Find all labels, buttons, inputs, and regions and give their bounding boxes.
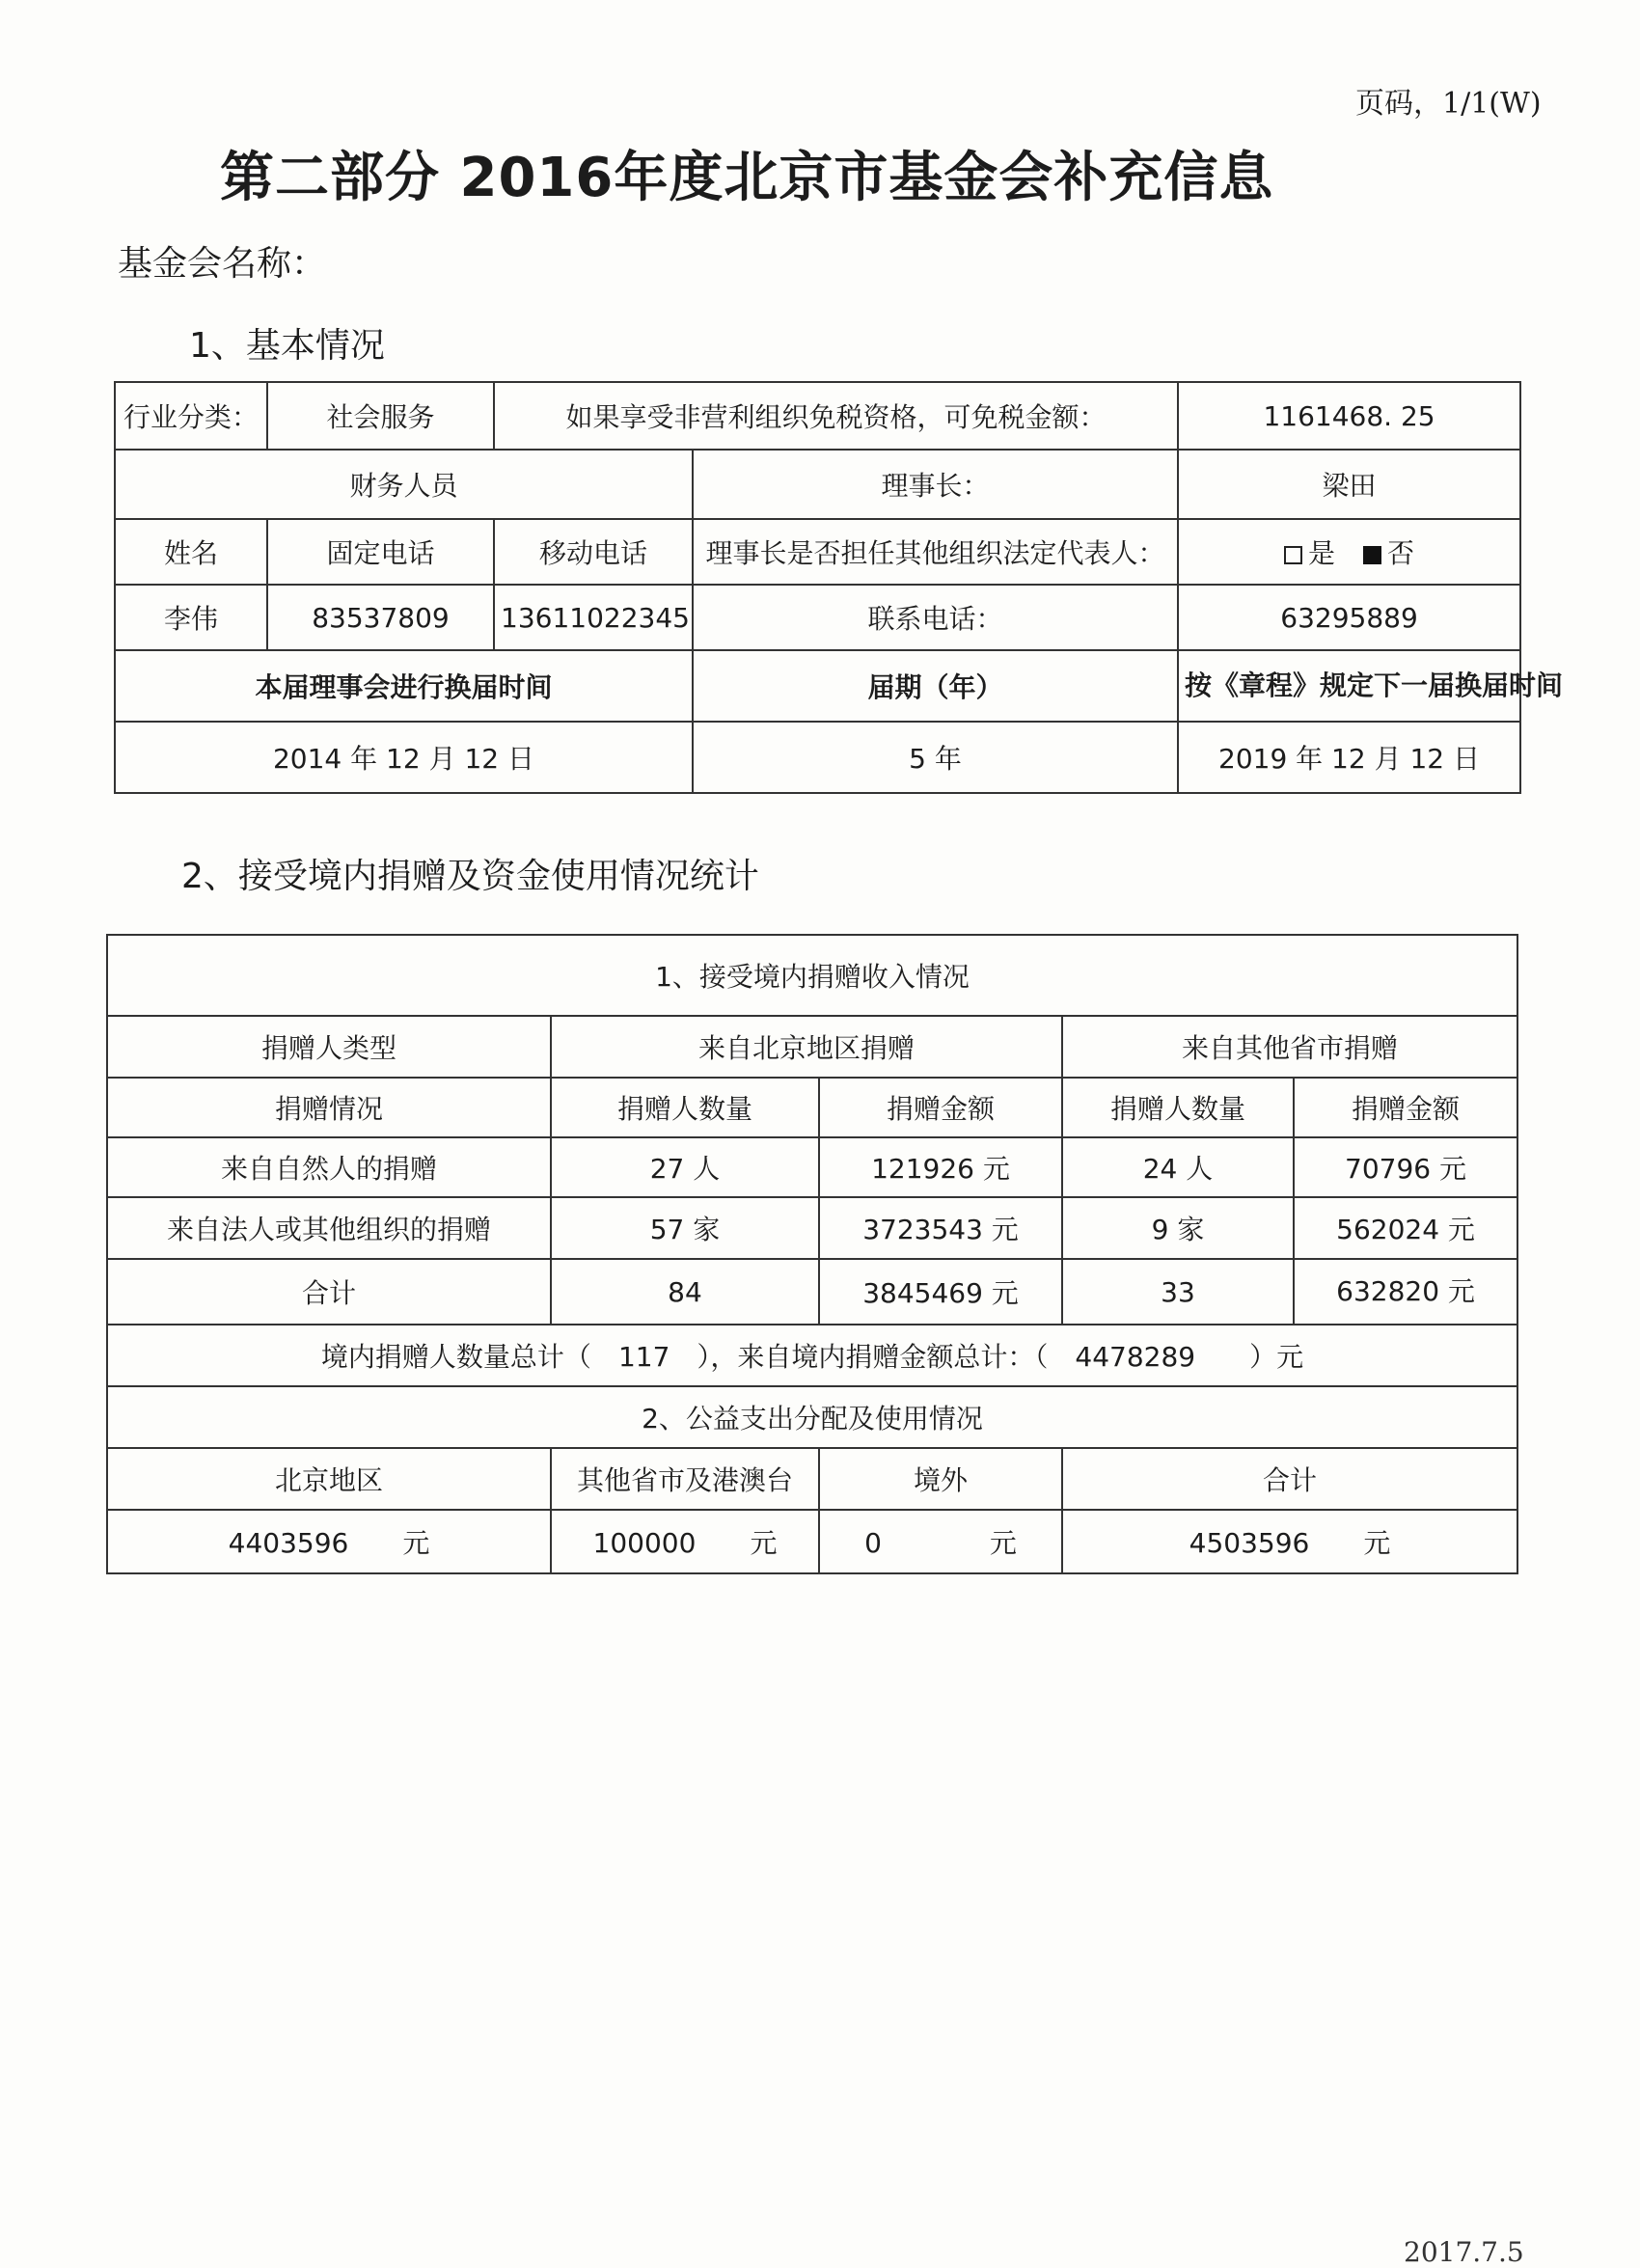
exp-beijing-value: 4403596 bbox=[228, 1527, 349, 1559]
basic-info-table bbox=[114, 381, 1564, 794]
table-row bbox=[107, 1137, 1517, 1197]
chairman-other-rep-label: 理事长是否担任其他组织法定代表人： bbox=[693, 519, 1178, 585]
finance-staff-label: 财务人员 bbox=[115, 450, 693, 519]
exp-abroad bbox=[819, 1510, 1062, 1573]
col-name: 姓名 bbox=[115, 519, 267, 585]
row-label: 来自法人或其他组织的捐赠 bbox=[107, 1197, 551, 1259]
exp-abroad-value: 0 bbox=[864, 1527, 882, 1559]
industry-label: 行业分类： bbox=[115, 382, 267, 450]
bj-count: 27 人 bbox=[551, 1137, 819, 1197]
bj-amount: 121926 元 bbox=[819, 1137, 1062, 1197]
donation-table bbox=[106, 934, 1518, 1574]
op-count-label: 捐赠人数量 bbox=[1062, 1078, 1294, 1137]
op-amount: 70796 元 bbox=[1294, 1137, 1517, 1197]
bj-count: 84 bbox=[551, 1259, 819, 1325]
summary-middle: ），来自境内捐赠金额总计：（ bbox=[697, 1341, 1049, 1373]
exp-beijing bbox=[107, 1510, 551, 1573]
sub1-title: 1、接受境内捐赠收入情况 bbox=[107, 935, 1517, 1016]
checkbox-empty-icon bbox=[1284, 546, 1302, 564]
term-change-date: 2014 年 12 月 12 日 bbox=[115, 722, 693, 793]
contact-phone-value: 63295889 bbox=[1178, 585, 1520, 650]
exp-other-value: 100000 bbox=[592, 1527, 697, 1559]
tax-exempt-value: 1161468. 25 bbox=[1178, 382, 1520, 450]
op-count: 24 人 bbox=[1062, 1137, 1294, 1197]
unit: 元 bbox=[750, 1527, 778, 1559]
staff-name: 李伟 bbox=[115, 585, 267, 650]
industry-value: 社会服务 bbox=[267, 382, 494, 450]
col-mobile: 移动电话 bbox=[494, 519, 693, 585]
summary-prefix: 境内捐赠人数量总计（ bbox=[320, 1341, 591, 1373]
op-count: 33 bbox=[1062, 1259, 1294, 1325]
term-length-value: 5 年 bbox=[693, 722, 1178, 793]
col-landline: 固定电话 bbox=[267, 519, 494, 585]
exp-total-value: 4503596 bbox=[1189, 1527, 1310, 1559]
sub2-title: 2、公益支出分配及使用情况 bbox=[107, 1386, 1517, 1448]
unit: 元 bbox=[1363, 1527, 1391, 1559]
unit: 元 bbox=[402, 1527, 430, 1559]
exp-col-other: 其他省市及港澳台 bbox=[551, 1448, 819, 1510]
exp-total bbox=[1062, 1510, 1517, 1573]
term-change-time-label: 本届理事会进行换届时间 bbox=[115, 650, 693, 722]
page-title: 第二部分 2016年度北京市基金会补充信息 bbox=[220, 147, 1274, 209]
other-province-label: 来自其他省市捐赠 bbox=[1062, 1016, 1517, 1078]
page-number: 页码，1/1(W) bbox=[1355, 87, 1542, 121]
option-no: 否 bbox=[1386, 537, 1414, 569]
op-amount: 562024 元 bbox=[1294, 1197, 1517, 1259]
section-donation-heading: 2、接受境内捐赠及资金使用情况统计 bbox=[181, 857, 759, 896]
row-label: 合计 bbox=[107, 1259, 551, 1325]
op-amount: 632820 元 bbox=[1294, 1259, 1517, 1325]
table-row bbox=[107, 1197, 1517, 1259]
bj-amount-label: 捐赠金额 bbox=[819, 1078, 1062, 1137]
exp-col-abroad: 境外 bbox=[819, 1448, 1062, 1510]
exp-other bbox=[551, 1510, 819, 1573]
term-length-label: 届期（年） bbox=[693, 650, 1178, 722]
foundation-name-label: 基金会名称： bbox=[118, 244, 327, 284]
chairman-value: 梁田 bbox=[1178, 450, 1520, 519]
contact-phone-label: 联系电话： bbox=[693, 585, 1178, 650]
exp-col-beijing: 北京地区 bbox=[107, 1448, 551, 1510]
unit: 元 bbox=[989, 1527, 1017, 1559]
next-change-date: 2019 年 12 月 12 日 bbox=[1178, 722, 1520, 793]
op-amount-label: 捐赠金额 bbox=[1294, 1078, 1517, 1137]
table-row bbox=[107, 1259, 1517, 1325]
bj-count: 57 家 bbox=[551, 1197, 819, 1259]
row-label: 来自自然人的捐赠 bbox=[107, 1137, 551, 1197]
checkbox-filled-icon bbox=[1363, 546, 1381, 564]
bj-count-label: 捐赠人数量 bbox=[551, 1078, 819, 1137]
next-change-label: 按《章程》规定下一届换届时间 bbox=[1178, 650, 1520, 722]
bj-amount: 3845469 元 bbox=[819, 1259, 1062, 1325]
option-yes: 是 bbox=[1308, 537, 1336, 569]
footer-date: 2017.7.5 bbox=[1404, 2236, 1524, 2268]
chairman-other-rep-options bbox=[1178, 519, 1520, 585]
summary-amount: 4478289 bbox=[1075, 1341, 1196, 1373]
chairman-label: 理事长： bbox=[693, 450, 1178, 519]
summary-count: 117 bbox=[617, 1341, 670, 1373]
donation-status-label: 捐赠情况 bbox=[107, 1078, 551, 1137]
beijing-label: 来自北京地区捐赠 bbox=[551, 1016, 1062, 1078]
exp-col-total: 合计 bbox=[1062, 1448, 1517, 1510]
staff-mobile: 13611022345 bbox=[494, 585, 693, 650]
donor-type-label: 捐赠人类型 bbox=[107, 1016, 551, 1078]
staff-landline: 83537809 bbox=[267, 585, 494, 650]
tax-exempt-label: 如果享受非营利组织免税资格，可免税金额： bbox=[494, 382, 1178, 450]
op-count: 9 家 bbox=[1062, 1197, 1294, 1259]
donation-summary bbox=[107, 1325, 1517, 1386]
section-basic-heading: 1、基本情况 bbox=[189, 326, 385, 366]
summary-suffix: ）元 bbox=[1249, 1341, 1304, 1373]
bj-amount: 3723543 元 bbox=[819, 1197, 1062, 1259]
